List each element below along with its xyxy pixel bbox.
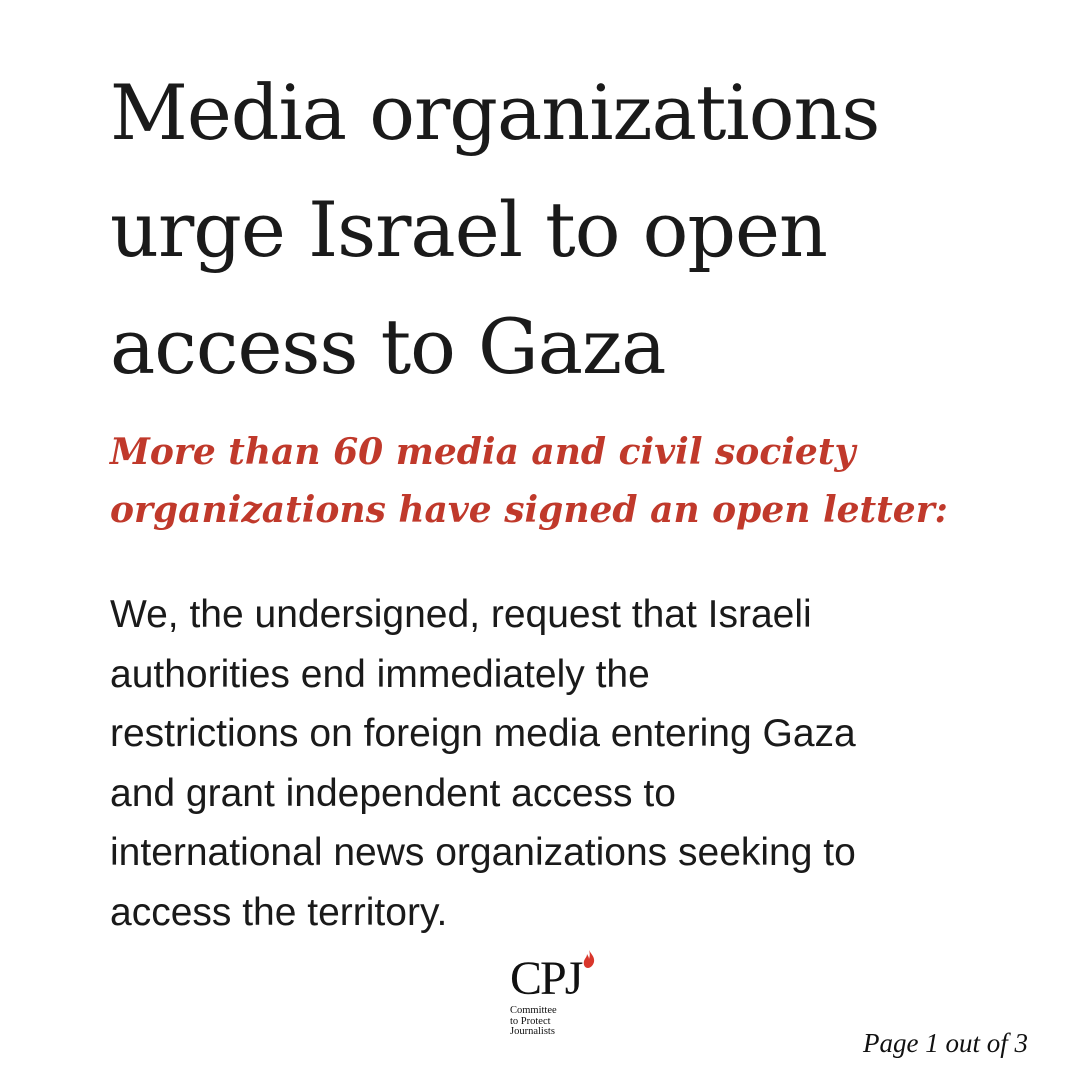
subheadline-line: More than 60 media and civil society <box>110 431 856 473</box>
headline-line: urge Israel to open <box>110 185 827 274</box>
subheadline <box>110 423 1040 539</box>
logo-name-line: Committee <box>510 1005 557 1016</box>
logo-name-line: Journalists <box>510 1026 555 1037</box>
letter-line: and grant independent access to <box>110 771 676 815</box>
headline-line: Media organizations <box>110 68 880 157</box>
cpj-logo <box>508 950 598 1050</box>
headline <box>110 54 1010 405</box>
logo-letters: CPJ <box>510 952 582 1005</box>
letter-line: international news organizations seeking to <box>110 831 856 874</box>
subheadline-line: organizations have signed an open letter: <box>110 489 948 531</box>
letter-line: We, the undersigned, request that Israeli <box>110 593 812 636</box>
letter-line: access the territory. <box>110 890 448 934</box>
flame-icon <box>582 950 596 970</box>
letter-line: restrictions on foreign media entering Gaza <box>110 712 856 755</box>
logo-name-line: to Protect <box>510 1015 551 1027</box>
headline-line: access to Gaza <box>110 302 666 391</box>
letter-excerpt <box>110 585 1030 942</box>
letter-line: authorities end immediately the <box>110 652 650 696</box>
logo-name <box>510 1006 557 1038</box>
page-indicator: Page 1 out of 3 <box>863 1028 1028 1058</box>
